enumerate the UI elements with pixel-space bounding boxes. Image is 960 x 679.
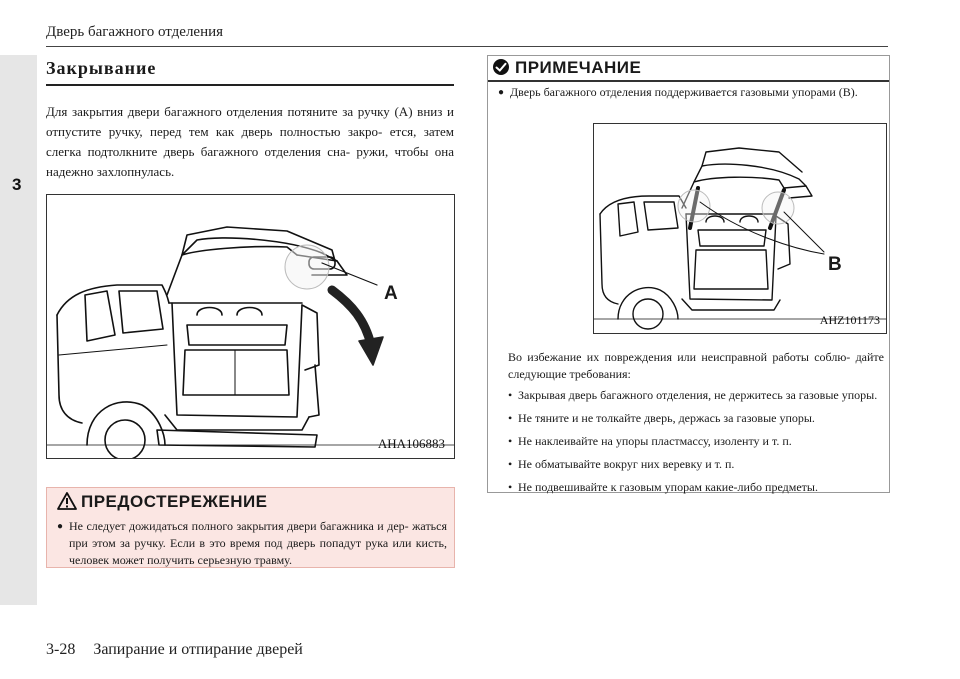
chapter-number: 3 (12, 175, 22, 194)
list-item: • Не подвешивайте к газовым упорам какие-либо предметы. (508, 479, 884, 496)
note-list (508, 387, 884, 502)
page-footer (46, 641, 321, 659)
header-rule (46, 46, 888, 47)
note-paragraph: Во избежание их повреждения или неисправной работы соблю- дайте следующие требования: (508, 350, 884, 381)
bullet-dot-icon: ● (57, 521, 64, 532)
section-body: Для закрытия двери багажного отделения потяните за ручку (A) вниз и отпустите ручку, перед тем как дверь полностью закро- ется, затем слегка подтолкните дверь багажного отделения сна- ружи, чтобы она надежно захлопнулась. (46, 104, 454, 179)
warning-triangle-icon (57, 492, 77, 510)
list-item: • Закрывая дверь багажного отделения, не держитесь за газовые упоры. (508, 387, 884, 404)
bullet-dot-icon: ● (498, 87, 505, 98)
car-rear-illustration (47, 195, 454, 458)
warning-text-block (57, 518, 447, 569)
figure-code-right: AHZ101173 (819, 313, 880, 327)
warning-box (46, 487, 455, 568)
chapter-sidebar (0, 55, 37, 605)
page-header: Дверь багажного отделения (46, 24, 224, 40)
note-bullet (498, 84, 884, 101)
page-number: 3-28 (46, 641, 76, 658)
list-item: • Не тяните и не толкайте дверь, держась за газовые упоры. (508, 410, 884, 427)
checkmark-icon (491, 58, 511, 76)
note-rule (488, 80, 889, 82)
section-title: Закрывание (46, 58, 157, 78)
callout-b: B (828, 254, 842, 275)
warning-text: Не следует дожидаться полного закрытия двери багажника и дер- жаться при этом за ручку. Если в это время под дверь попадут рука или кисть, человек может получить серьезную травму. (69, 519, 447, 567)
list-item: • Не обматывайте вокруг них веревку и т. п. (508, 456, 884, 473)
tailgate-closing-figure (46, 194, 455, 459)
list-item: • Не наклеивайте на упоры пластмассу, изоленту и т. п. (508, 433, 884, 450)
note-title-text: ПРИМЕЧАНИЕ (515, 58, 642, 77)
note-title (491, 58, 641, 78)
footer-chapter-title: Запирание и отпирание дверей (93, 641, 303, 658)
note-bullet-text: Дверь багажного отделения поддерживается газовыми упорами (B). (510, 85, 858, 99)
warning-title (57, 492, 268, 512)
gas-struts-illustration (594, 124, 886, 333)
section-rule (46, 84, 454, 86)
gas-struts-figure (593, 123, 887, 334)
warning-title-text: ПРЕДОСТЕРЕЖЕНИЕ (81, 492, 268, 511)
callout-a: A (384, 283, 398, 304)
figure-code-left: AHA106883 (377, 436, 445, 451)
